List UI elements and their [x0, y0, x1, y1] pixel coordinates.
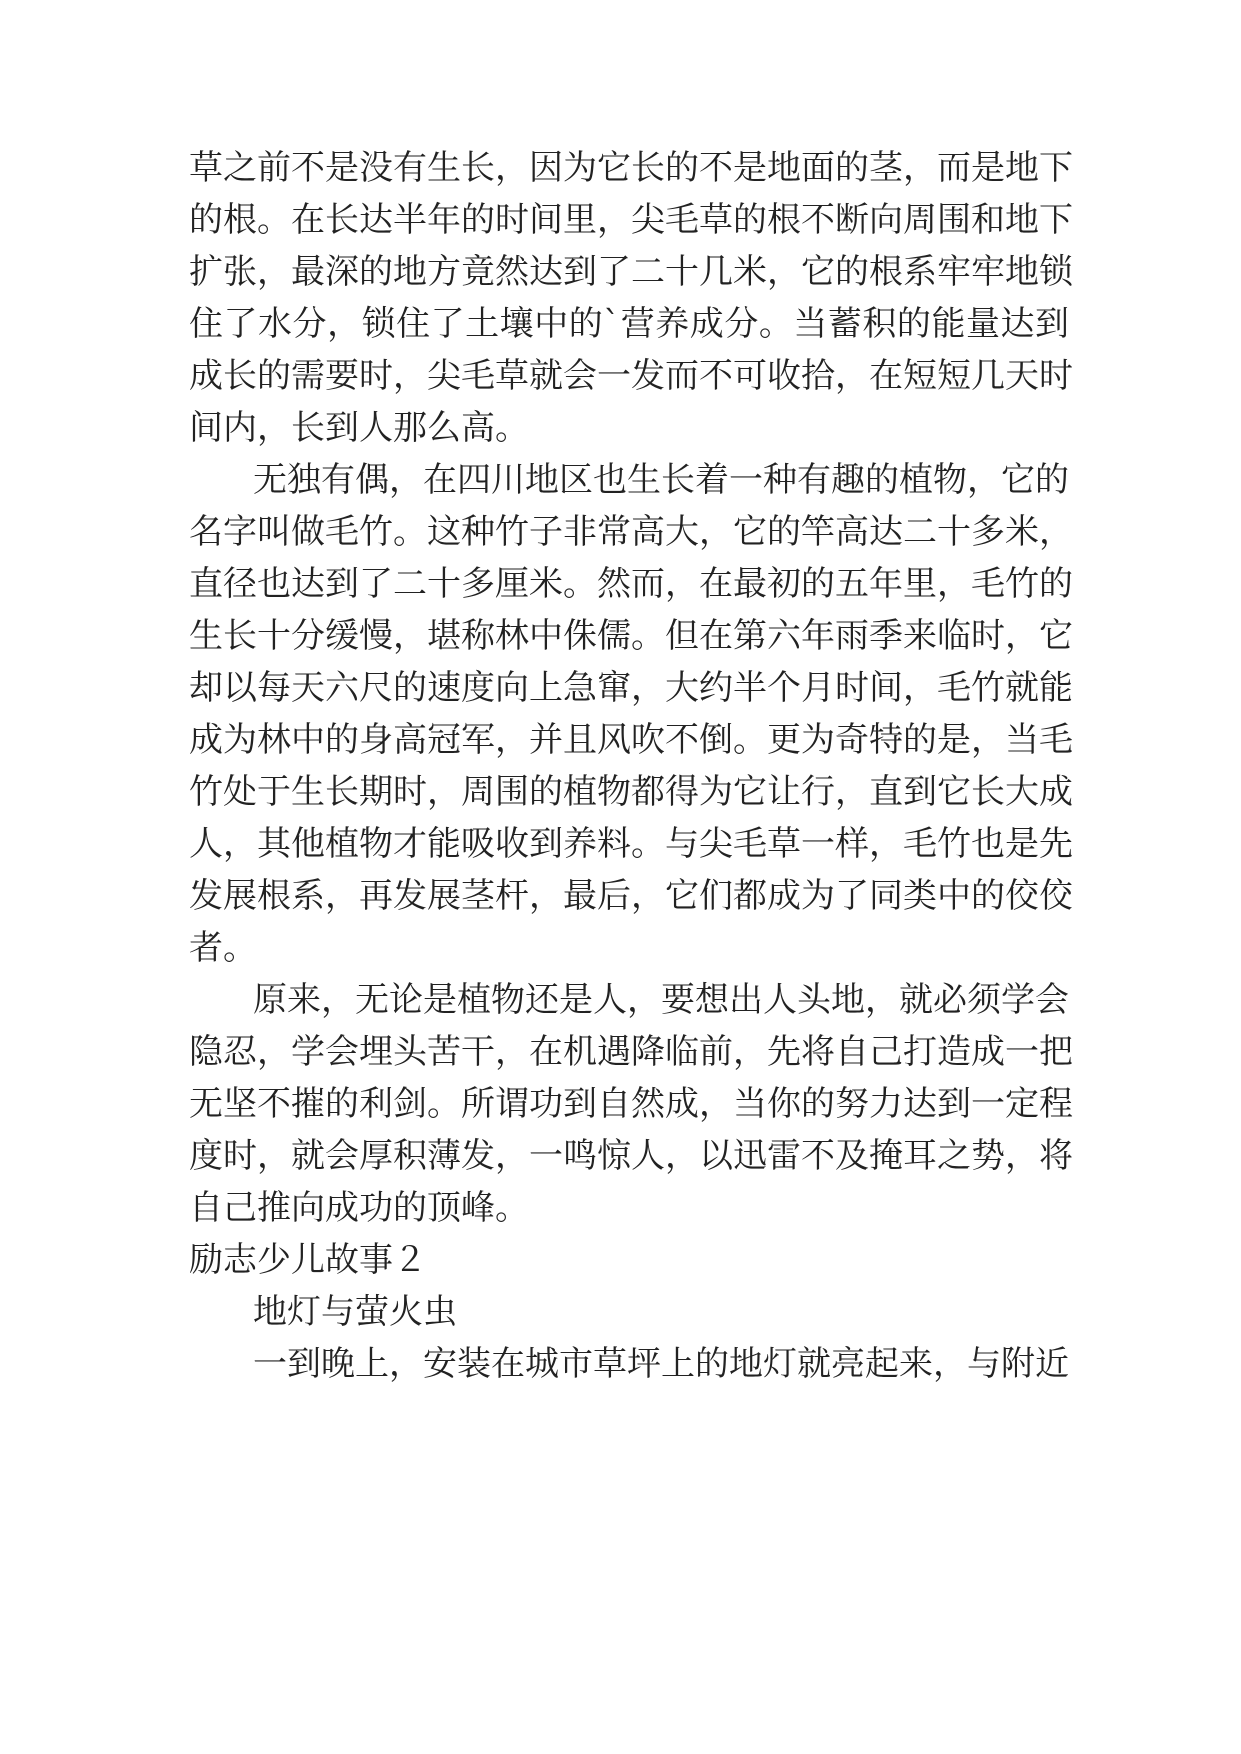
text-line: 竹处于生长期时，周围的植物都得为它让行，直到它长大成: [189, 772, 1073, 812]
text-line: 间内，长到人那么高。: [189, 408, 529, 448]
text-line: 度时，就会厚积薄发，一鸣惊人，以迅雷不及掩耳之势，将: [189, 1136, 1073, 1176]
text-line: 生长十分缓慢，堪称林中侏儒。但在第六年雨季来临时，它: [189, 616, 1073, 656]
text-line: 住了水分，锁住了土壤中的`营养成分。当蓄积的能量达到: [189, 304, 1069, 344]
section-heading: 励志少儿故事２: [189, 1240, 427, 1280]
text-line: 人，其他植物才能吸收到养料。与尖毛草一样，毛竹也是先: [189, 824, 1073, 864]
text-line: 自己推向成功的顶峰。: [189, 1188, 529, 1228]
text-line: 成为林中的身高冠军，并且风吹不倒。更为奇特的是，当毛: [189, 720, 1073, 760]
text-line: 原来，无论是植物还是人，要想出人头地，就必须学会: [253, 980, 1069, 1020]
text-line: 无坚不摧的利剑。所谓功到自然成，当你的努力达到一定程: [189, 1084, 1073, 1124]
text-line: 扩张，最深的地方竟然达到了二十几米，它的根系牢牢地锁: [189, 252, 1073, 292]
text-line: 一到晚上，安装在城市草坪上的地灯就亮起来，与附近: [253, 1344, 1069, 1384]
text-line: 直径也达到了二十多厘米。然而，在最初的五年里，毛竹的: [189, 564, 1073, 604]
text-line: 的根。在长达半年的时间里，尖毛草的根不断向周围和地下: [189, 200, 1073, 240]
text-line: 无独有偶，在四川地区也生长着一种有趣的植物，它的: [253, 460, 1069, 500]
text-line: 草之前不是没有生长，因为它长的不是地面的茎，而是地下: [189, 148, 1073, 188]
text-line: 成长的需要时，尖毛草就会一发而不可收拾，在短短几天时: [189, 356, 1073, 396]
story-title: 地灯与萤火虫: [253, 1292, 457, 1332]
text-line: 名字叫做毛竹。这种竹子非常高大，它的竿高达二十多米，: [189, 512, 1073, 552]
text-line: 隐忍，学会埋头苦干，在机遇降临前，先将自己打造成一把: [189, 1032, 1073, 1072]
text-line: 发展根系，再发展茎杆，最后，它们都成为了同类中的佼佼: [189, 876, 1073, 916]
text-line: 却以每天六尺的速度向上急窜，大约半个月时间，毛竹就能: [189, 668, 1073, 708]
text-line: 者。: [189, 928, 257, 968]
